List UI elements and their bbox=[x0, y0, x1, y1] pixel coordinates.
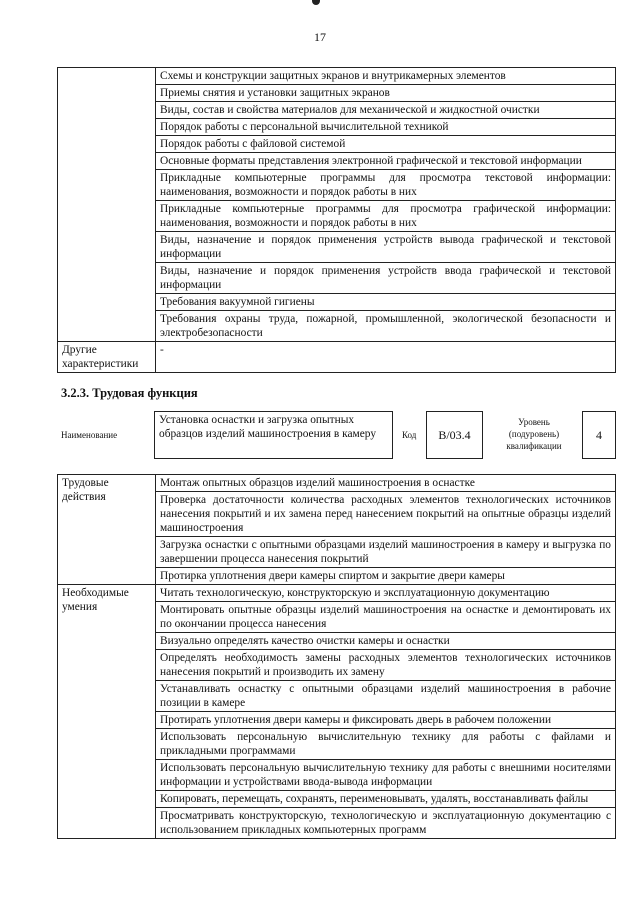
code-label: Код bbox=[402, 430, 417, 440]
skill-item: Читать технологическую, конструкторскую и эксплуатационную документацию bbox=[156, 585, 616, 602]
skill-item: Использовать персональную вычислительную технику для работы с файлами и прикладными программами bbox=[156, 729, 616, 760]
knowledge-item: Порядок работы с файловой системой bbox=[156, 136, 616, 153]
qualification-level-label: Уровень (подуровень) квалификации bbox=[506, 417, 562, 451]
knowledge-item: Требования охраны труда, пожарной, промышленной, экологической безопасности и электробезопасности bbox=[156, 311, 616, 342]
skill-item: Использовать персональную вычислительную технику для работы с внешними носителями информации и устройствами ввода-вывода информации bbox=[156, 760, 616, 791]
labor-action-item: Загрузка оснастки с опытными образцами изделий машиностроения в камеру и выгрузка по завершении процесса нанесения покрытий bbox=[156, 537, 616, 568]
other-characteristics-label: Другие характеристики bbox=[58, 342, 156, 373]
knowledge-item: Прикладные компьютерные программы для просмотра графической информации: наименования, возможности и порядок работы в них bbox=[156, 201, 616, 232]
labor-function-table bbox=[57, 474, 616, 839]
section-heading: 3.2.3. Трудовая функция bbox=[61, 386, 198, 400]
skill-item: Просматривать конструкторскую, технологическую и эксплуатационную документацию с использованием прикладных компьютерных программ bbox=[156, 808, 616, 839]
other-characteristics-value: - bbox=[156, 342, 616, 373]
table-row bbox=[58, 68, 616, 85]
labor-action-item: Протирка уплотнения двери камеры спиртом и закрытие двери камеры bbox=[156, 568, 616, 585]
labor-action-item: Монтаж опытных образцов изделий машиностроения в оснастке bbox=[156, 475, 616, 492]
skill-item: Определять необходимость замены расходных элементов технологических источников нанесения покрытий и производить их замену bbox=[156, 650, 616, 681]
labor-actions-label: Трудовые действия bbox=[58, 475, 156, 585]
table-row bbox=[58, 475, 616, 492]
knowledge-item: Приемы снятия и установки защитных экранов bbox=[156, 85, 616, 102]
knowledge-item: Виды, назначение и порядок применения устройств вывода графической и текстовой информации bbox=[156, 232, 616, 263]
knowledge-table bbox=[57, 67, 616, 373]
knowledge-label-cell bbox=[58, 68, 156, 342]
labor-action-item: Проверка достаточности количества расходных элементов технологических источников нанесения покрытий и их замена перед нанесением покрытий на опытные образцы изделий машиностроения bbox=[156, 492, 616, 537]
qualification-level-box: 4 bbox=[582, 411, 616, 459]
table-row bbox=[58, 342, 616, 373]
name-label: Наименование bbox=[61, 430, 118, 440]
table-row bbox=[58, 585, 616, 602]
knowledge-item: Основные форматы представления электронной графической и текстовой информации bbox=[156, 153, 616, 170]
skill-item: Визуально определять качество очистки камеры и оснастки bbox=[156, 633, 616, 650]
skill-item: Протирать уплотнения двери камеры и фиксировать дверь в рабочем положении bbox=[156, 712, 616, 729]
knowledge-item: Прикладные компьютерные программы для просмотра текстовой информации: наименования, возможности и порядок работы в них bbox=[156, 170, 616, 201]
skill-item: Устанавливать оснастку с опытными образцами изделий машиностроения в рабочие позиции в камере bbox=[156, 681, 616, 712]
function-name-box: Установка оснастки и загрузка опытных образцов изделий машиностроения в камеру bbox=[154, 411, 393, 459]
code-box: В/03.4 bbox=[426, 411, 483, 459]
knowledge-item: Виды, состав и свойства материалов для механической и жидкостной очистки bbox=[156, 102, 616, 119]
skill-item: Копировать, перемещать, сохранять, переименовывать, удалять, восстанавливать файлы bbox=[156, 791, 616, 808]
knowledge-item: Схемы и конструкции защитных экранов и внутрикамерных элементов bbox=[156, 68, 616, 85]
knowledge-item: Требования вакуумной гигиены bbox=[156, 294, 616, 311]
page-edge-mark bbox=[312, 0, 320, 5]
skills-label: Необходимые умения bbox=[58, 585, 156, 839]
page-number: 17 bbox=[314, 30, 326, 44]
skill-item: Монтировать опытные образцы изделий машиностроения на оснастке и демонтировать их по окончании процесса нанесения bbox=[156, 602, 616, 633]
knowledge-item: Виды, назначение и порядок применения устройств ввода графической и текстовой информации bbox=[156, 263, 616, 294]
knowledge-item: Порядок работы с персональной вычислительной техникой bbox=[156, 119, 616, 136]
